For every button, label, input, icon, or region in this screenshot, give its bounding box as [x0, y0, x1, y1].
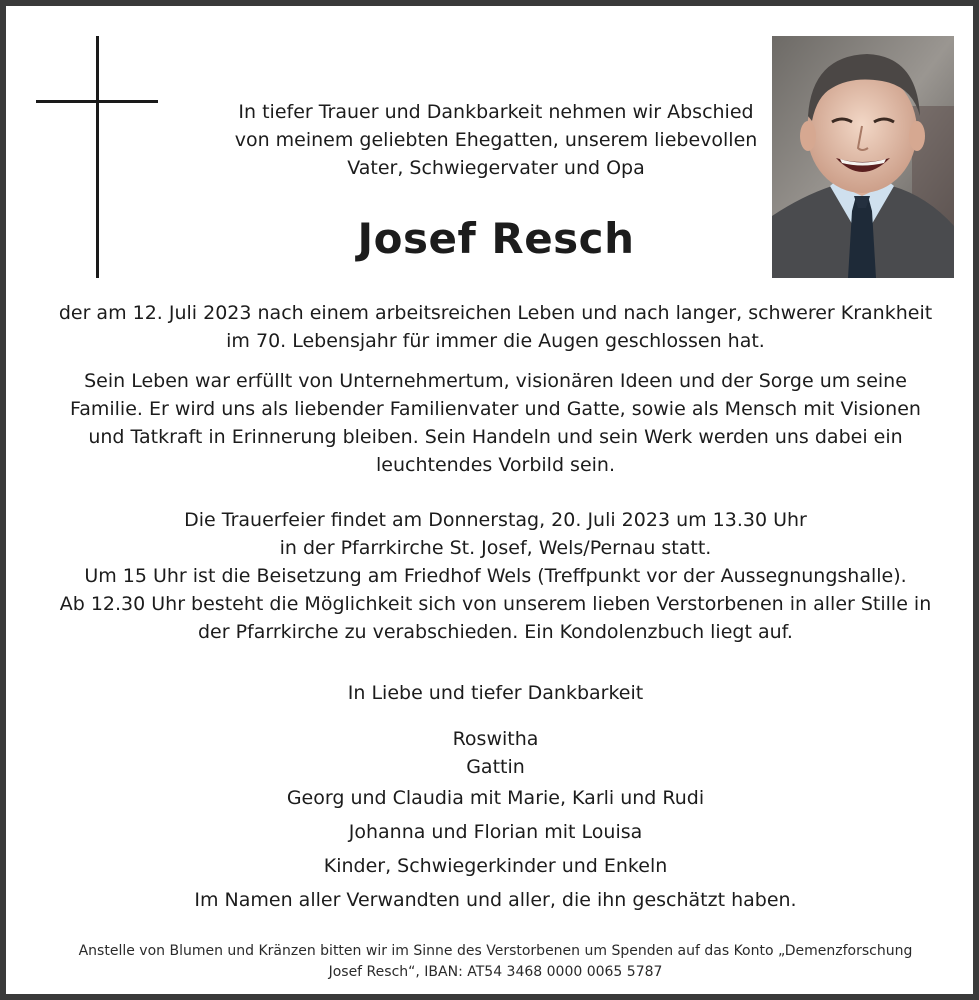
deceased-name: Josef Resch [357, 214, 635, 263]
funeral-line: Die Trauerfeier findet am Donnerstag, 20. Juli 2023 um 13.30 Uhr [184, 509, 807, 531]
intro-line: In tiefer Trauer und Dankbarkeit nehmen wir Abschied [238, 101, 754, 123]
funeral-line: Ab 12.30 Uhr besteht die Möglichkeit sich von unserem lieben Verstorbenen in aller Stille in [59, 593, 932, 615]
mourner-line: Johanna und Florian mit Louisa [348, 821, 643, 843]
intro-line: Vater, Schwiegervater und Opa [347, 157, 645, 179]
intro-text [146, 98, 846, 182]
tribute-line: und Tatkraft in Erinnerung bleiben. Sein Handeln und sein Werk werden uns dabei ein [88, 426, 903, 448]
closing-phrase: In Liebe und tiefer Dankbarkeit [347, 682, 644, 704]
cross-icon-horizontal [36, 100, 158, 103]
donation-line: Josef Resch“, IBAN: AT54 3468 0000 0065 5787 [328, 964, 663, 980]
donation-note [6, 941, 979, 983]
tribute-paragraph [6, 367, 979, 479]
mourner-name: Roswitha [452, 728, 539, 750]
mourners-list [6, 725, 979, 917]
notice-line: der am 12. Juli 2023 nach einem arbeitsreichen Leben und nach langer, schwerer Krankheit [58, 302, 933, 324]
mourner-line: Im Namen aller Verwandten und aller, die ihn geschätzt haben. [194, 889, 797, 911]
funeral-details [6, 506, 979, 646]
cross-icon-vertical [96, 36, 99, 278]
mourner-line: Kinder, Schwiegerkinder und Enkeln [323, 855, 668, 877]
funeral-line: in der Pfarrkirche St. Josef, Wels/Pernau statt. [279, 537, 712, 559]
tribute-line: leuchtendes Vorbild sein. [376, 454, 615, 476]
mourner-role: Gattin [466, 756, 525, 778]
funeral-line: Um 15 Uhr ist die Beisetzung am Friedhof Wels (Treffpunkt vor der Aussegnungshalle). [84, 565, 907, 587]
death-notice [6, 299, 979, 355]
funeral-line: der Pfarrkirche zu verabschieden. Ein Kondolenzbuch liegt auf. [198, 621, 793, 643]
tribute-line: Familie. Er wird uns als liebender Familienvater und Gatte, sowie als Mensch mit Visionen [70, 398, 921, 420]
intro-line: von meinem geliebten Ehegatten, unserem liebevollen [234, 129, 758, 151]
mourner-line: Georg und Claudia mit Marie, Karli und Rudi [286, 787, 705, 809]
notice-line: im 70. Lebensjahr für immer die Augen geschlossen hat. [226, 330, 765, 352]
tribute-line: Sein Leben war erfüllt von Unternehmertum, visionären Ideen und der Sorge um seine [84, 370, 907, 392]
donation-line: Anstelle von Blumen und Kränzen bitten wir im Sinne des Verstorbenen um Spenden auf das Konto „Demenzforschung [78, 943, 913, 959]
